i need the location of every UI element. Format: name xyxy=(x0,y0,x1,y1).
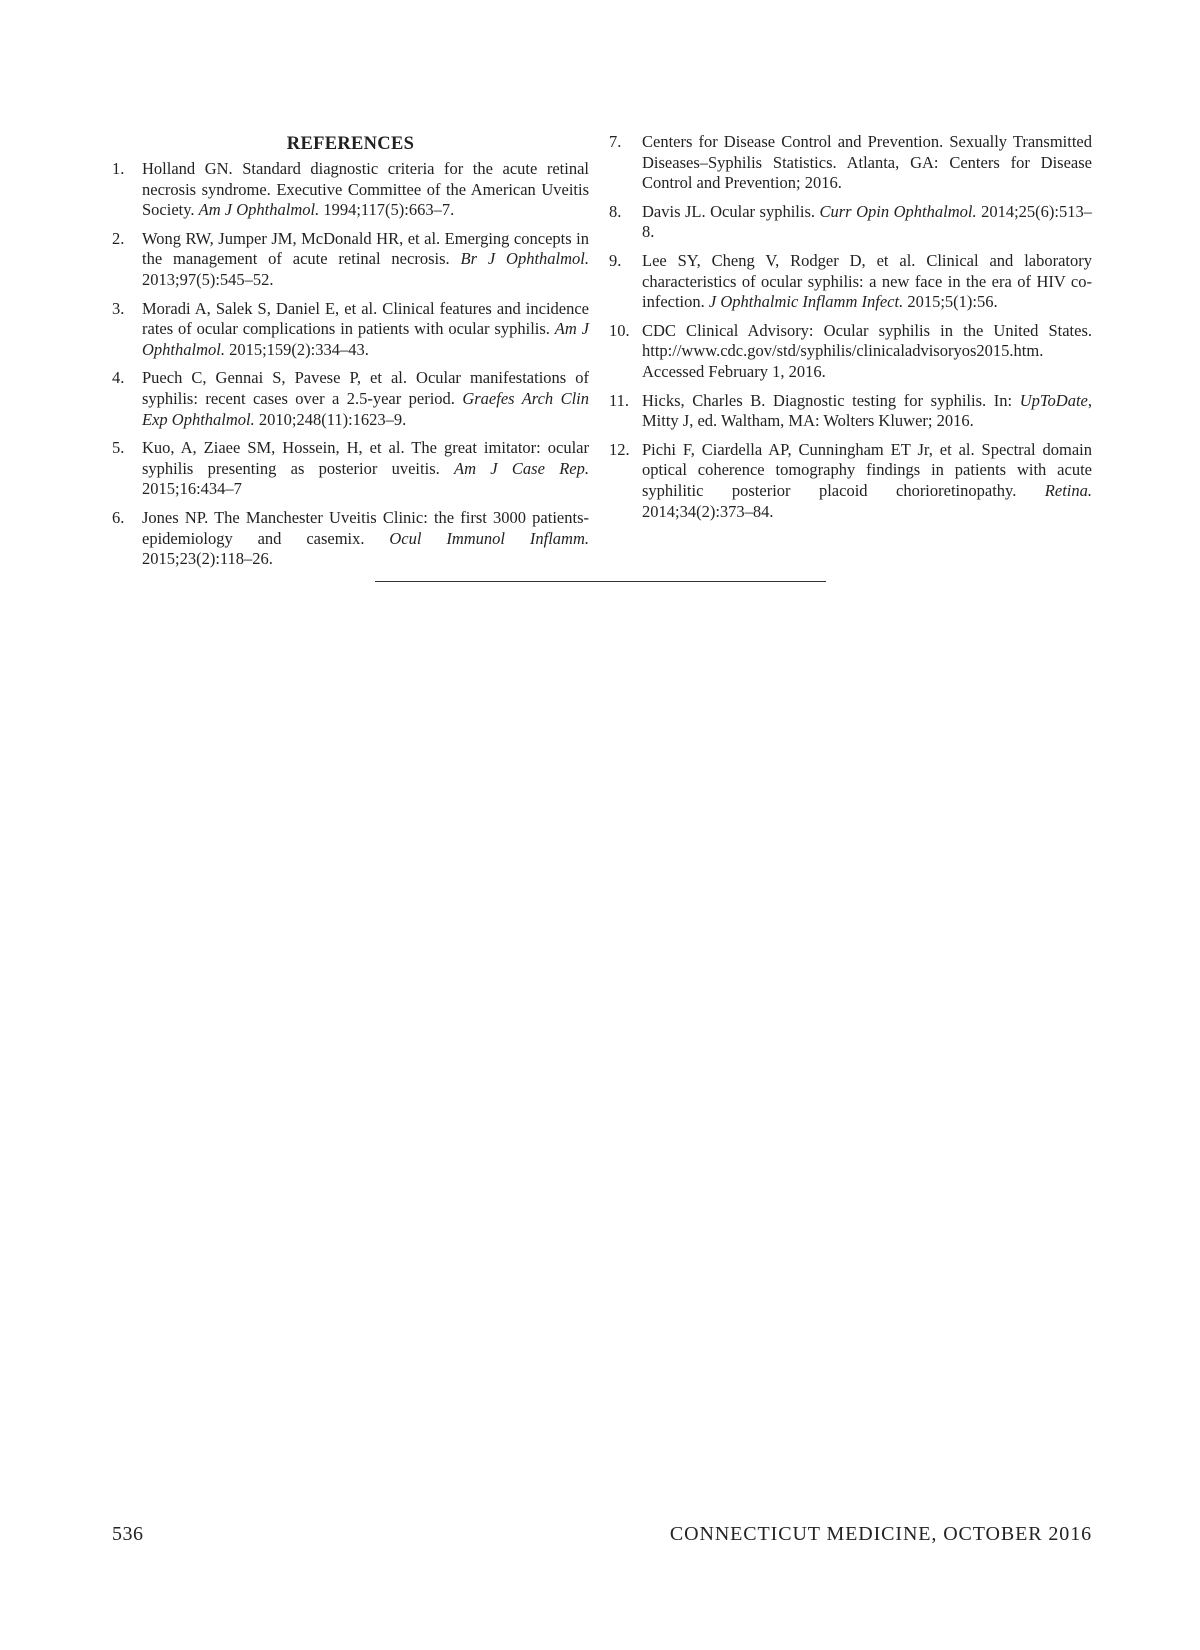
reference-citation: 2010;248(11):1623–9. xyxy=(254,409,407,429)
reference-number: 8. xyxy=(609,201,622,221)
journal-issue-footer: CONNECTICUT MEDICINE, OCTOBER 2016 xyxy=(669,1523,1092,1545)
references-column-right xyxy=(609,132,1092,530)
reference-journal: UpToDate xyxy=(1019,390,1088,410)
reference-number: 5. xyxy=(112,438,125,458)
reference-number: 1. xyxy=(112,159,125,178)
reference-number: 3. xyxy=(112,298,125,318)
reference-text: Davis JL. Ocular syphilis. xyxy=(642,201,820,221)
reference-number: 4. xyxy=(112,368,125,388)
reference-number: 7. xyxy=(609,132,622,151)
reference-item xyxy=(609,202,1092,243)
reference-text: Puech C, Gennai S, Pavese P, et al. Ocular manifestations of syphilis: recent cases over a 2.5-year period. xyxy=(142,368,589,408)
reference-journal: Am J Case Rep. xyxy=(454,458,589,478)
reference-citation: 2015;23(2):118–26. xyxy=(142,549,273,569)
reference-item xyxy=(112,438,589,500)
page-number: 536 xyxy=(112,1523,144,1545)
reference-journal: Ocul Immunol Inflamm. xyxy=(389,528,590,548)
reference-item xyxy=(112,299,589,361)
reference-journal: Curr Opin Ophthalmol. xyxy=(819,201,977,221)
reference-text: Lee SY, Cheng V, Rodger D, et al. Clinical and laboratory characteristics of ocular syphilis: a new face in the era of HIV co-infection. xyxy=(642,250,1092,312)
reference-number: 12. xyxy=(609,439,630,459)
reference-citation: 2014;25(6):513–8. xyxy=(642,201,1092,242)
reference-citation: , Mitty J, ed. Waltham, MA: Wolters Kluwer; 2016. xyxy=(642,390,1092,431)
reference-journal: J Ophthalmic Inflamm Infect. xyxy=(708,292,904,312)
reference-text: Hicks, Charles B. Diagnostic testing for syphilis. In: xyxy=(642,390,1020,410)
reference-item xyxy=(609,391,1092,432)
reference-number: 6. xyxy=(112,507,125,527)
reference-number: 11. xyxy=(609,390,630,410)
reference-text: Holland GN. Standard diagnostic criteria for the acute retinal necrosis syndrome. Executive Committee of the American Uveitis Society. xyxy=(142,159,589,220)
reference-text: Pichi F, Ciardella AP, Cunningham ET Jr, et al. Spectral domain optical coherence tomography findings in patients with acute syphilitic posterior placoid chorioretinopathy. xyxy=(642,439,1092,500)
reference-journal: Graefes Arch Clin Exp Ophthalmol. xyxy=(142,388,589,429)
reference-citation: 2015;16:434–7 xyxy=(142,479,242,499)
reference-journal: Am J Ophthalmol. xyxy=(198,200,320,220)
references-heading: REFERENCES xyxy=(286,134,415,154)
reference-text: Moradi A, Salek S, Daniel E, et al. Clinical features and incidence rates of ocular complications in patients with ocular syphilis. xyxy=(142,298,589,339)
reference-number: 10. xyxy=(609,320,630,340)
reference-item xyxy=(609,251,1092,313)
reference-text: Kuo, A, Ziaee SM, Hossein, H, et al. The great imitator: ocular syphilis presenting as posterior uveitis. xyxy=(142,438,589,478)
reference-citation: 2015;159(2):334–43. xyxy=(224,339,369,359)
reference-citation: 2014;34(2):373–84. xyxy=(642,501,774,521)
reference-citation: 2013;97(5):545–52. xyxy=(142,269,274,289)
reference-journal: Br J Ophthalmol. xyxy=(460,249,589,269)
reference-number: 2. xyxy=(112,228,125,248)
reference-journal: Am J Ophthalmol. xyxy=(142,319,589,359)
reference-item xyxy=(609,132,1092,194)
reference-citation: 1994;117(5):663–7. xyxy=(319,200,455,220)
reference-text: Jones NP. The Manchester Uveitis Clinic: the first 3000 patients-epidemiology and casemix. xyxy=(142,507,589,548)
reference-text: CDC Clinical Advisory: Ocular syphilis in the United States. http://www.cdc.gov/std/syphilis/clinicaladvisoryos2015.htm. Accessed February 1, 2016. xyxy=(642,320,1092,381)
reference-journal: Retina. xyxy=(1044,480,1092,500)
reference-list-right xyxy=(609,132,1092,522)
reference-item xyxy=(609,440,1092,522)
reference-item xyxy=(112,508,589,570)
section-divider-rule xyxy=(375,581,826,582)
reference-citation: 2015;5(1):56. xyxy=(903,292,998,312)
reference-item xyxy=(112,368,589,430)
reference-list-left xyxy=(112,159,589,570)
reference-text: Centers for Disease Control and Prevention. Sexually Transmitted Diseases–Syphilis Statistics. Atlanta, GA: Centers for Disease Control and Prevention; 2016. xyxy=(642,132,1092,193)
reference-text: Wong RW, Jumper JM, McDonald HR, et al. Emerging concepts in the management of acute retinal necrosis. xyxy=(142,228,589,269)
reference-item xyxy=(609,321,1092,383)
reference-item xyxy=(112,159,589,221)
references-column-left xyxy=(112,132,589,578)
reference-number: 9. xyxy=(609,250,622,270)
reference-item xyxy=(112,229,589,291)
